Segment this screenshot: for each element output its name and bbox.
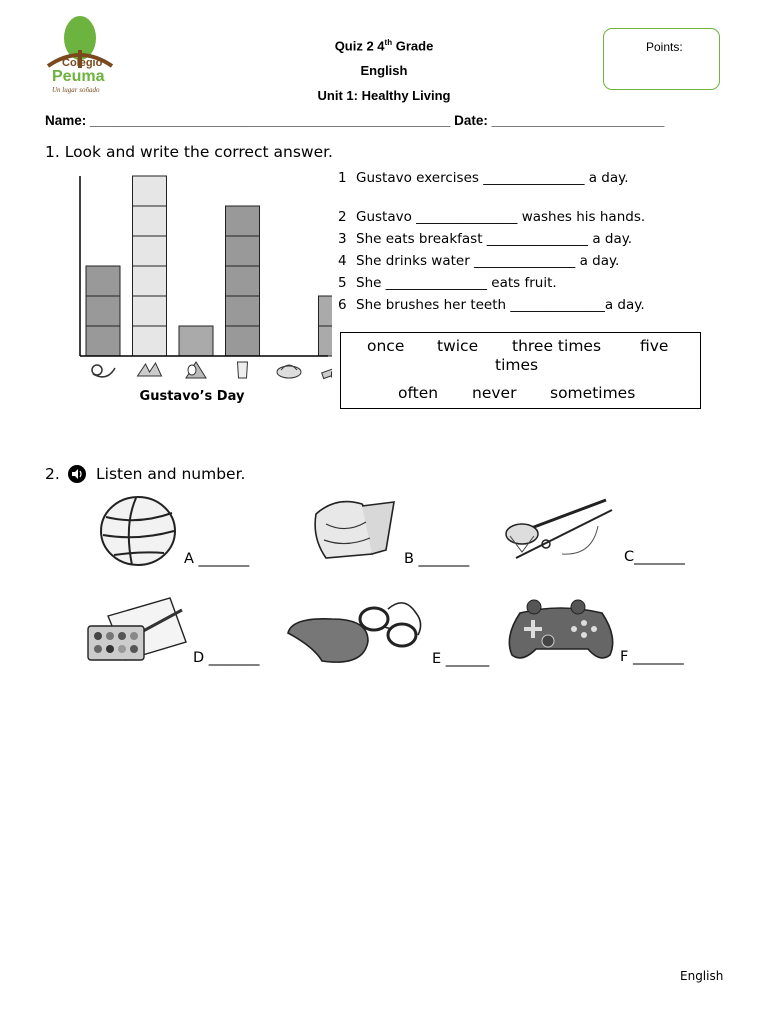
- points-box: [603, 28, 720, 90]
- word-often: often: [398, 384, 439, 402]
- bar-breakfast-block: [179, 326, 213, 356]
- sentence-6[interactable]: 6 She brushes her teeth ______________a day.: [338, 297, 645, 313]
- tree-logo-icon: [44, 14, 120, 98]
- bar-water-block: [226, 206, 260, 236]
- quiz-title: Quiz 2 4th Grade: [334, 38, 434, 54]
- bar-exercise-block: [86, 266, 120, 296]
- question-1-title: 1. Look and write the correct answer.: [45, 143, 333, 161]
- word-times: times: [495, 356, 539, 374]
- chart-title: Gustavo’s Day: [139, 389, 245, 404]
- bar-exercise-block: [86, 326, 120, 356]
- points-label: Points:: [646, 40, 683, 54]
- bar-washing-hands-block: [133, 266, 167, 296]
- jump-rope-icon: [92, 365, 115, 377]
- fruit-icon: [277, 365, 301, 378]
- item-c-label[interactable]: C_______: [624, 549, 685, 565]
- sentence-1[interactable]: 1 Gustavo exercises _______________ a day.: [338, 170, 629, 186]
- bar-washing-hands-block: [133, 326, 167, 356]
- fishing-net-icon: [502, 496, 618, 564]
- item-f-label[interactable]: F _______: [620, 649, 684, 665]
- speaker-icon[interactable]: [67, 464, 87, 484]
- water-glass-icon: [238, 362, 248, 378]
- name-date-line[interactable]: Name: ________________________________________________ Date: _______________________: [45, 113, 665, 128]
- bar-brushing-teeth-block: [319, 326, 333, 356]
- bar-washing-hands-block: [133, 176, 167, 206]
- swim-goggles-icon: [284, 597, 428, 667]
- sentence-2[interactable]: 2 Gustavo _______________ washes his hands.: [338, 209, 646, 225]
- word-five: five: [640, 337, 669, 355]
- item-d-label[interactable]: D _______: [193, 650, 260, 666]
- question-2-number: 2.: [45, 465, 60, 483]
- word-never: never: [472, 384, 517, 402]
- item-a-label[interactable]: A _______: [184, 551, 250, 567]
- word-once: once: [367, 337, 405, 355]
- school-logo: [44, 14, 120, 98]
- bar-water-block: [226, 266, 260, 296]
- game-controller-icon: [506, 597, 616, 665]
- sentence-3[interactable]: 3 She eats breakfast _______________ a day.: [338, 231, 633, 247]
- sentence-4[interactable]: 4 She drinks water _______________ a day.: [338, 253, 620, 269]
- towel-icon: [306, 494, 398, 566]
- bar-washing-hands-block: [133, 206, 167, 236]
- toothbrush-icon: [322, 365, 332, 379]
- item-b-label[interactable]: B _______: [404, 551, 470, 567]
- paint-palette-icon: [86, 596, 190, 666]
- bar-washing-hands-block: [133, 236, 167, 266]
- bar-brushing-teeth-block: [319, 296, 333, 326]
- bar-water-block: [226, 326, 260, 356]
- bar-washing-hands-block: [133, 296, 167, 326]
- question-2-title: Listen and number.: [96, 465, 246, 483]
- breakfast-icon: [186, 362, 206, 378]
- bar-water-block: [226, 236, 260, 266]
- word-bank: [340, 332, 701, 409]
- logo-line1: Colegio: [62, 57, 103, 69]
- volleyball-icon: [98, 495, 178, 567]
- unit-title: Unit 1: Healthy Living: [317, 88, 451, 103]
- footer-subject: English: [680, 969, 724, 983]
- logo-tagline: Un lugar soñado: [52, 86, 100, 94]
- word-sometimes: sometimes: [550, 384, 636, 402]
- subject-title: English: [360, 63, 408, 78]
- sentence-5[interactable]: 5 She _______________ eats fruit.: [338, 275, 557, 291]
- word-three-times: three times: [512, 337, 602, 355]
- logo-line2: Peuma: [52, 68, 105, 85]
- hand-washing-icon: [138, 363, 162, 376]
- bar-exercise-block: [86, 296, 120, 326]
- item-e-label[interactable]: E ______: [432, 651, 490, 667]
- bar-water-block: [226, 296, 260, 326]
- bar-chart: [70, 170, 332, 385]
- word-twice: twice: [437, 337, 479, 355]
